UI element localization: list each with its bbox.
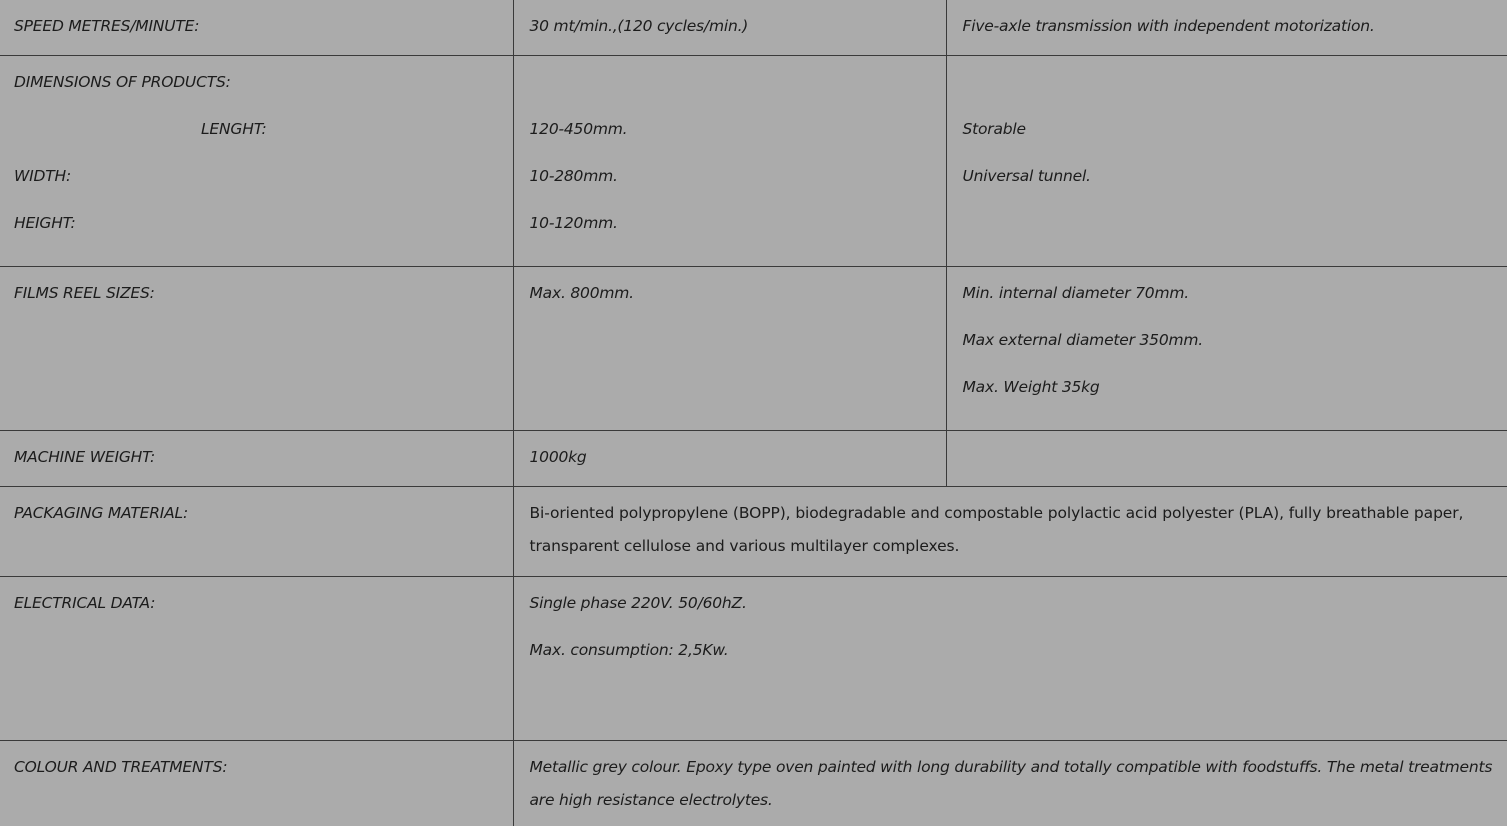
colour-value — [513, 741, 1507, 826]
films-notes — [946, 267, 1507, 431]
length-value: 120-450mm. — [529, 120, 628, 138]
length-note: Storable — [962, 120, 1026, 138]
films-value: Max. 800mm. — [513, 267, 946, 431]
machine-weight-value: 1000kg — [513, 431, 946, 487]
packaging-label: PACKAGING MATERIAL: — [0, 487, 513, 577]
height-label: HEIGHT: — [14, 214, 76, 232]
packaging-value — [513, 487, 1507, 577]
row-speed — [0, 0, 1507, 56]
electrical-phase: Single phase 220V. 50/60hZ. — [529, 594, 747, 612]
dimensions-label: DIMENSIONS OF PRODUCTS: — [14, 73, 231, 91]
packaging-text: Bi-oriented polypropylene (BOPP), biodegradable and compostable polylactic acid polyester (PLA), fully breathable paper, transparent cellulose and various multilayer complexes. — [529, 504, 1464, 555]
dimensions-blank — [530, 72, 932, 93]
height-value: 10-120mm. — [529, 214, 618, 232]
width-value: 10-280mm. — [529, 167, 618, 185]
speed-note: Five-axle transmission with independent motorization. — [946, 0, 1507, 56]
dimensions-values — [513, 56, 946, 267]
width-note: Universal tunnel. — [962, 167, 1091, 185]
row-dimensions — [0, 56, 1507, 267]
dimensions-labels — [0, 56, 513, 267]
electrical-values — [513, 577, 1507, 741]
electrical-label: ELECTRICAL DATA: — [0, 577, 513, 741]
dimensions-notes — [946, 56, 1507, 267]
row-packaging — [0, 487, 1507, 577]
films-note-external: Max external diameter 350mm. — [962, 331, 1204, 349]
films-note-weight: Max. Weight 35kg — [962, 378, 1100, 396]
dimensions-note-blank — [963, 72, 1494, 93]
speed-label: SPEED METRES/MINUTE: — [0, 0, 513, 56]
colour-label: COLOUR AND TREATMENTS: — [0, 741, 513, 826]
row-machine-weight — [0, 431, 1507, 487]
width-label: WIDTH: — [14, 167, 71, 185]
machine-weight-note — [946, 431, 1507, 487]
length-label: LENGHT: — [201, 120, 267, 138]
colour-text: Metallic grey colour. Epoxy type oven painted with long durability and totally compatible with foodstuffs. The metal treatments are high resistance electrolytes. — [529, 758, 1493, 809]
machine-weight-label: MACHINE WEIGHT: — [0, 431, 513, 487]
films-note-internal: Min. internal diameter 70mm. — [962, 284, 1189, 302]
speed-value: 30 mt/min.,(120 cycles/min.) — [513, 0, 946, 56]
films-label: FILMS REEL SIZES: — [0, 267, 513, 431]
electrical-consumption: Max. consumption: 2,5Kw. — [529, 641, 729, 659]
row-films — [0, 267, 1507, 431]
row-electrical — [0, 577, 1507, 741]
row-colour — [0, 741, 1507, 826]
